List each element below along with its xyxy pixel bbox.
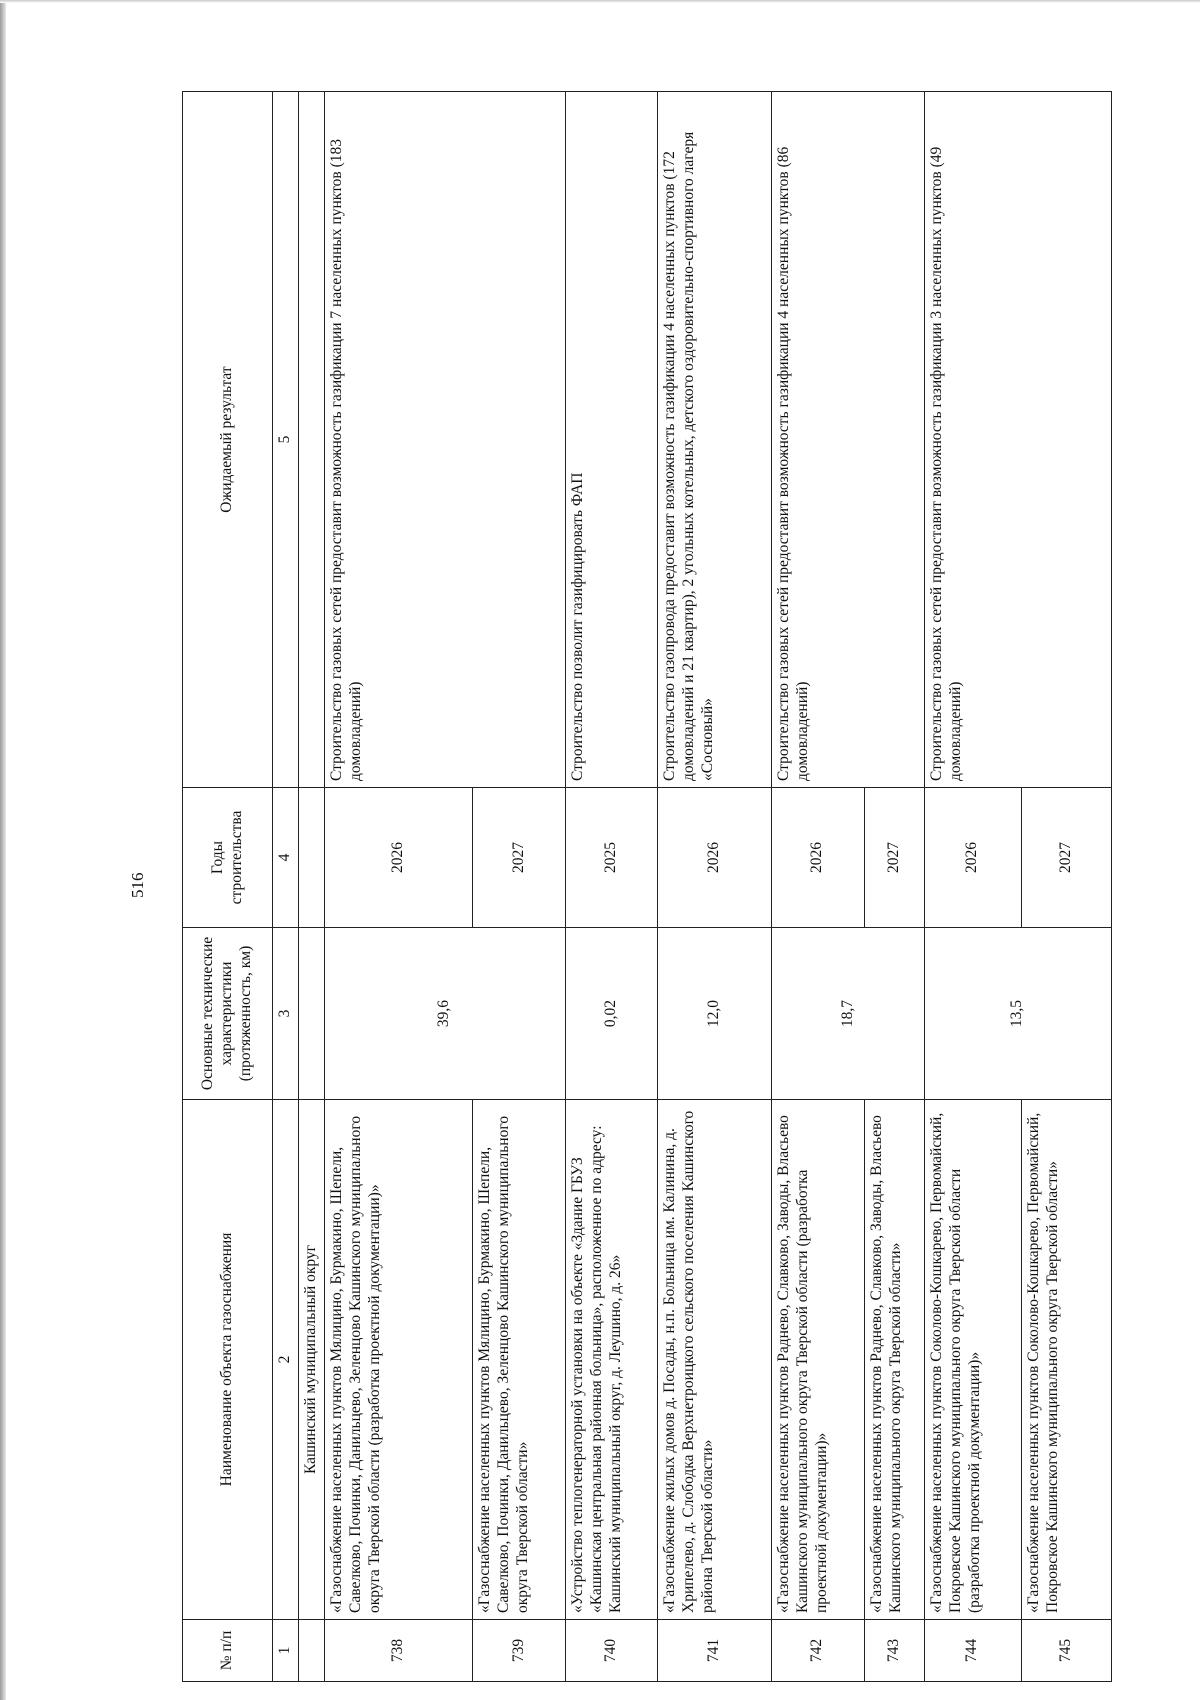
row-number: 742 [772,1620,864,1682]
year-value: 2026 [324,788,472,928]
header-characteristics: Основные технические характеристики (протяженность, км) [183,928,273,1100]
header-years: Годы строительства [183,788,273,928]
row-number: 738 [324,1620,472,1682]
rotated-table-container [182,92,1112,1682]
column-numbers-row [273,92,299,1682]
column-number: 2 [273,1100,299,1620]
object-name: «Газоснабжение населенных пунктов Мялицино, Бурмакино, Шепели, Савелково, Починки, Данильцево, Зеленцово Кашинского муниципального округа Тверской области» [473,1100,565,1620]
column-number: 1 [273,1620,299,1682]
year-value: 2027 [864,788,924,928]
object-name: «Газоснабжение населенных пунктов Соколово-Кошкарево, Первомайский, Покровское Кашинского муниципального округа Тверской области (разработка проектной документации)» [924,1100,1021,1620]
column-number: 3 [273,928,299,1100]
section-empty-cell [299,1620,325,1682]
header-object-name: Наименование объекта газоснабжения [183,1100,273,1620]
scan-edge [0,0,6,1700]
section-title: Кашинский муниципальный округ [299,1100,325,1620]
year-value: 2027 [1021,788,1111,928]
object-name: «Газоснабжение жилых домов д. Посады, н.п. Больница им. Калинина, д. Хрипелево, д. Слободка Верхнетроицкого сельского поселения Кашинского района Тверской области» [658,1100,772,1620]
object-name: «Газоснабжение населенных пунктов Раднево, Славково, Заводы, Власьево Кашинского муниципального округа Тверской области» [864,1100,924,1620]
year-value: 2027 [473,788,565,928]
object-name: «Газоснабжение населенных пунктов Соколово-Кошкарево, Первомайский, Покровское Кашинского муниципального округа Тверской области» [1021,1100,1111,1620]
table-row [924,92,1021,1682]
length-value: 0,02 [565,928,657,1100]
table-row [772,92,864,1682]
expected-result: Строительство газопровода предоставит возможность газификации 4 населенных пунктов (172 домовладений и 21 квартир), 2 угольных котельных, детского оздоровительно-спортивного лагеря «Сосновый» [658,92,772,788]
table-row [658,92,772,1682]
year-value: 2026 [658,788,772,928]
year-value: 2025 [565,788,657,928]
table-row [565,92,657,1682]
row-number: 740 [565,1620,657,1682]
header-num: № п/п [183,1620,273,1682]
length-value: 39,6 [324,928,565,1100]
page-number: 516 [128,872,147,898]
length-value: 12,0 [658,928,772,1100]
expected-result: Строительство газовых сетей предоставит возможность газификации 4 населенных пунктов (86 домовладений) [772,92,925,788]
length-value: 13,5 [924,928,1111,1100]
scan-top-edge [0,0,1200,3]
header-expected-result: Ожидаемый результат [183,92,273,788]
expected-result: Строительство позволит газифицировать ФАП [565,92,657,788]
table-row [324,92,472,1682]
object-name: «Газоснабжение населенных пунктов Раднево, Славково, Заводы, Власьево Кашинского муниципального округа Тверской области (разработка проектной документации)» [772,1100,864,1620]
section-empty-cell [299,92,325,788]
column-number: 4 [273,788,299,928]
expected-result: Строительство газовых сетей предоставит возможность газификации 7 населенных пунктов (183 домовладений) [324,92,565,788]
object-name: «Устройство теплогенераторной установки на объекте «Здание ГБУЗ «Кашинская центральная районная больница», расположенное по адресу: Кашинский муниципальный округ, д. Леушино, д. 26» [565,1100,657,1620]
table-header-row [183,92,273,1682]
row-number: 745 [1021,1620,1111,1682]
section-empty-cell [299,788,325,928]
year-value: 2026 [924,788,1021,928]
length-value: 18,7 [772,928,925,1100]
expected-result: Строительство газовых сетей предоставит возможность газификации 3 населенных пунктов (49 домовладений) [924,92,1111,788]
section-row [299,92,325,1682]
section-empty-cell [299,928,325,1100]
row-number: 743 [864,1620,924,1682]
column-number: 5 [273,92,299,788]
year-value: 2026 [772,788,864,928]
row-number: 744 [924,1620,1021,1682]
gas-supply-table [182,91,1112,1682]
object-name: «Газоснабжение населенных пунктов Мялицино, Бурмакино, Шепели, Савелково, Починки, Данильцево, Зеленцово Кашинского муниципального округа Тверской области (разработка проектной документации)» [324,1100,472,1620]
row-number: 741 [658,1620,772,1682]
row-number: 739 [473,1620,565,1682]
